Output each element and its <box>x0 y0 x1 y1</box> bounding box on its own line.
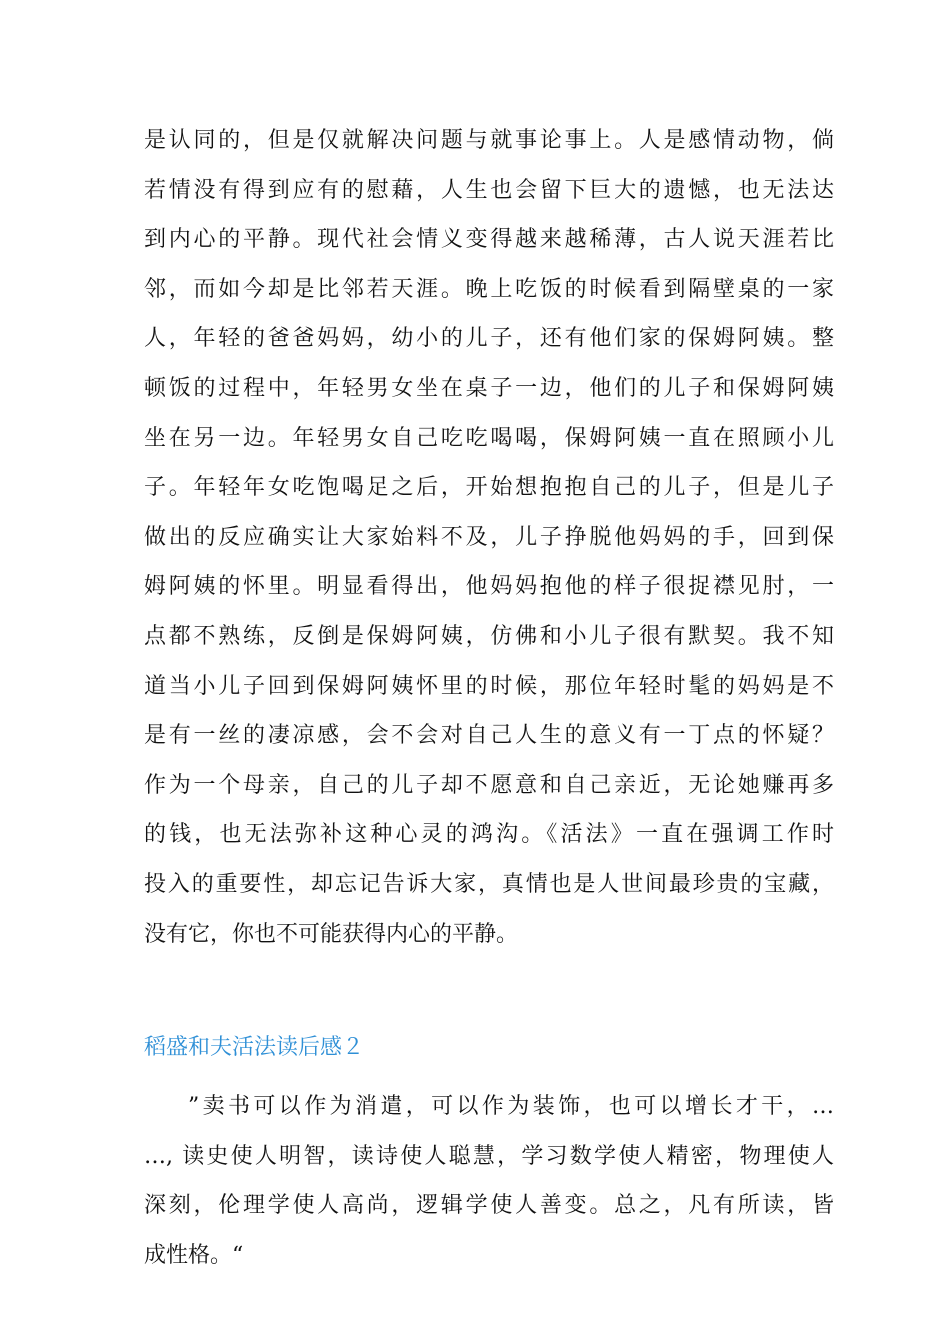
paragraph-line: 作为一个母亲，自己的儿子却不愿意和自己亲近，无论她赚再多 <box>144 772 834 798</box>
paragraph-line: 坐在另一边。年轻男女自己吃吃喝喝，保姆阿姨一直在照顾小儿 <box>144 425 834 451</box>
paragraph-line: ”卖书可以作为消遣，可以作为装饰，也可以增长才干，… <box>188 1094 834 1119</box>
paragraph-line: 的钱，也无法弥补这种心灵的鸿沟。《活法》一直在强调工作时 <box>144 822 834 848</box>
paragraph-line: 若情没有得到应有的慰藉，人生也会留下巨大的遗憾，也无法达 <box>144 177 834 203</box>
paragraph-line: 人，年轻的爸爸妈妈，幼小的儿子，还有他们家的保姆阿姨。整 <box>144 326 834 352</box>
body-paragraph <box>144 1082 834 1280</box>
paragraph-line: 姆阿姨的怀里。明显看得出，他妈妈抱他的样子很捉襟见肘，一 <box>144 574 834 600</box>
paragraph-line: 子。年轻年女吃饱喝足之后，开始想抱抱自己的儿子，但是儿子 <box>144 475 834 501</box>
paragraph-line: 点都不熟练，反倒是保姆阿姨，仿佛和小儿子很有默契。我不知 <box>144 623 834 649</box>
section-heading: 稻盛和夫活法读后感２ <box>144 1035 365 1060</box>
paragraph-line: 到内心的平静。现代社会情义变得越来越稀薄，古人说天涯若比 <box>144 227 834 253</box>
paragraph-line: 顿饭的过程中，年轻男女坐在桌子一边，他们的儿子和保姆阿姨 <box>144 375 834 401</box>
paragraph-line: 是有一丝的凄凉感，会不会对自己人生的意义有一丁点的怀疑？ <box>144 723 834 749</box>
body-paragraph <box>144 116 834 959</box>
paragraph-line: 成性格。“ <box>144 1242 244 1268</box>
paragraph-line: 深刻，伦理学使人高尚，逻辑学使人善变。总之，凡有所读，皆 <box>144 1193 834 1219</box>
paragraph-line: 邻，而如今却是比邻若天涯。晚上吃饭的时候看到隔壁桌的一家 <box>144 276 834 302</box>
paragraph-line: 是认同的，但是仅就解决问题与就事论事上。人是感情动物，倘 <box>144 128 834 153</box>
paragraph-line: 没有它，你也不可能获得内心的平静。 <box>144 921 519 947</box>
paragraph-line: …, 读史使人明智，读诗使人聪慧，学习数学使人精密，物理使人 <box>144 1143 834 1169</box>
paragraph-line: 道当小儿子回到保姆阿姨怀里的时候，那位年轻时髦的妈妈是不 <box>144 673 834 699</box>
paragraph-line: 投入的重要性，却忘记告诉大家，真情也是人世间最珍贵的宝藏， <box>144 871 834 897</box>
paragraph-line: 做出的反应确实让大家始料不及，儿子挣脱他妈妈的手，回到保 <box>144 524 834 550</box>
